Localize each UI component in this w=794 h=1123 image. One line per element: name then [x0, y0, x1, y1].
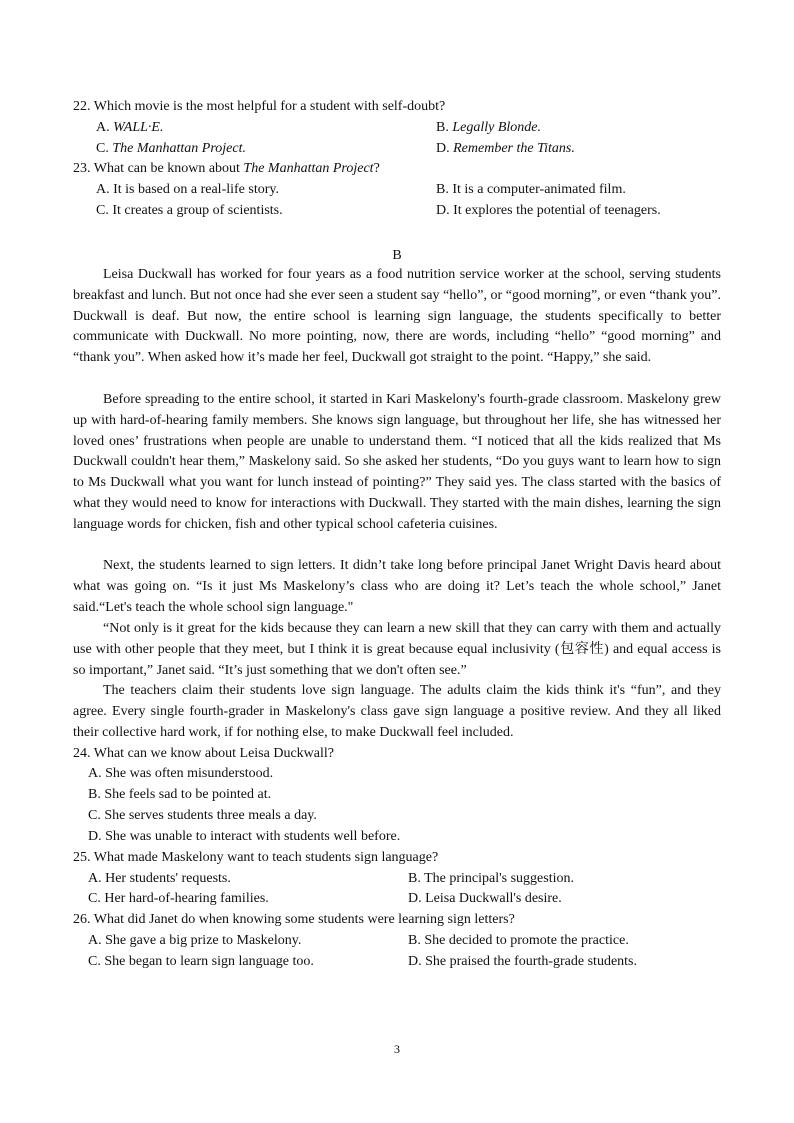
q23-option-b: B. It is a computer-animated film. [436, 182, 626, 197]
q23-option-d: D. It explores the potential of teenagers. [436, 203, 661, 218]
question-23-stem: 23. What can be known about The Manhattan Project? [73, 161, 380, 176]
q23-option-a: A. It is based on a real-life story. [96, 182, 279, 197]
question-25-stem: 25. What made Maskelony want to teach students sign language? [73, 850, 439, 865]
q25-option-b: B. The principal's suggestion. [408, 871, 574, 886]
q24-option-b: B. She feels sad to be pointed at. [88, 787, 272, 802]
q22-option-d: D. Remember the Titans. [436, 141, 575, 156]
passage-paragraph-4: “Not only is it great for the kids because they can learn a new skill that they can carry with them and actually use with other people that they meet, but I think it is great because equal inclusivity (包容性) and equal access is so important,” Janet said. “It’s just something that we don't often see.” [73, 621, 721, 678]
passage-paragraph-1: Leisa Duckwall has worked for four years as a food nutrition service worker at the school, serving students breakfast and lunch. But not once had she ever seen a student say “hello”, or “good morning”, or even “thank you”. Duckwall is deaf. But now, the entire school is learning sign language, the students specifically to better communicate with Duckwall. No more pointing, now, there are words, including “hello” “good morning” and “thank you”. When asked how it’s made her feel, Duckwall got straight to the point. “Happy,” she said. [73, 267, 721, 366]
passage-paragraph-3: Next, the students learned to sign letters. It didn’t take long before principal Janet Wright Davis heard about what was going on. “Is it just Ms Maskelony’s class who are doing it? Let’s teach the whole school,” Janet said.“Let's teach the whole school sign language." [73, 558, 721, 615]
q26-option-d: D. She praised the fourth-grade students. [408, 954, 637, 969]
q24-option-d: D. She was unable to interact with students well before. [88, 829, 401, 844]
q24-option-a: A. She was often misunderstood. [88, 766, 274, 781]
q22-option-b: B. Legally Blonde. [436, 120, 541, 135]
q26-option-a: A. She gave a big prize to Maskelony. [88, 933, 302, 948]
page-number: 3 [394, 1042, 400, 1056]
q26-option-c: C. She began to learn sign language too. [88, 954, 314, 969]
passage-paragraph-5: The teachers claim their students love sign language. The adults claim the kids think it's “fun”, and they agree. Every single fourth-grader in Maskelony's class gave sign language a positive review. And they all liked their collective hard work, if for nothing else, to make Duckwall feel included. [73, 683, 721, 740]
question-24-stem: 24. What can we know about Leisa Duckwall? [73, 746, 334, 761]
q22-option-c: C. The Manhattan Project. [96, 141, 246, 156]
question-26-stem: 26. What did Janet do when knowing some students were learning sign letters? [73, 912, 515, 927]
passage-paragraph-2: Before spreading to the entire school, it started in Kari Maskelony's fourth-grade classroom. Maskelony grew up with hard-of-hearing family members. She knows sign language, but throughout her life, she has witnessed her loved ones’ frustrations when people are unable to understand them. “I noticed that all the kids realized that Ms Duckwall couldn't hear them,” Maskelony said. So she asked her students, “Do you guys want to learn how to sign to Ms Duckwall what you want for lunch instead of pointing?” They said yes. The class started with the basics of what they would need to know for interactions with Duckwall. They started with the main dishes, learning the sign language words for chicken, fish and other typical school cafeteria cuisines. [73, 392, 721, 532]
q25-option-d: D. Leisa Duckwall's desire. [408, 891, 562, 906]
q24-option-c: C. She serves students three meals a day. [88, 808, 317, 823]
q26-option-b: B. She decided to promote the practice. [408, 933, 629, 948]
question-22-stem: 22. Which movie is the most helpful for a student with self-doubt? [73, 99, 446, 114]
q23-option-c: C. It creates a group of scientists. [96, 203, 283, 218]
section-title: B [392, 248, 402, 263]
q25-option-c: C. Her hard-of-hearing families. [88, 891, 269, 906]
q25-option-a: A. Her students' requests. [88, 871, 231, 886]
q22-option-a: A. WALL·E. [96, 120, 164, 135]
